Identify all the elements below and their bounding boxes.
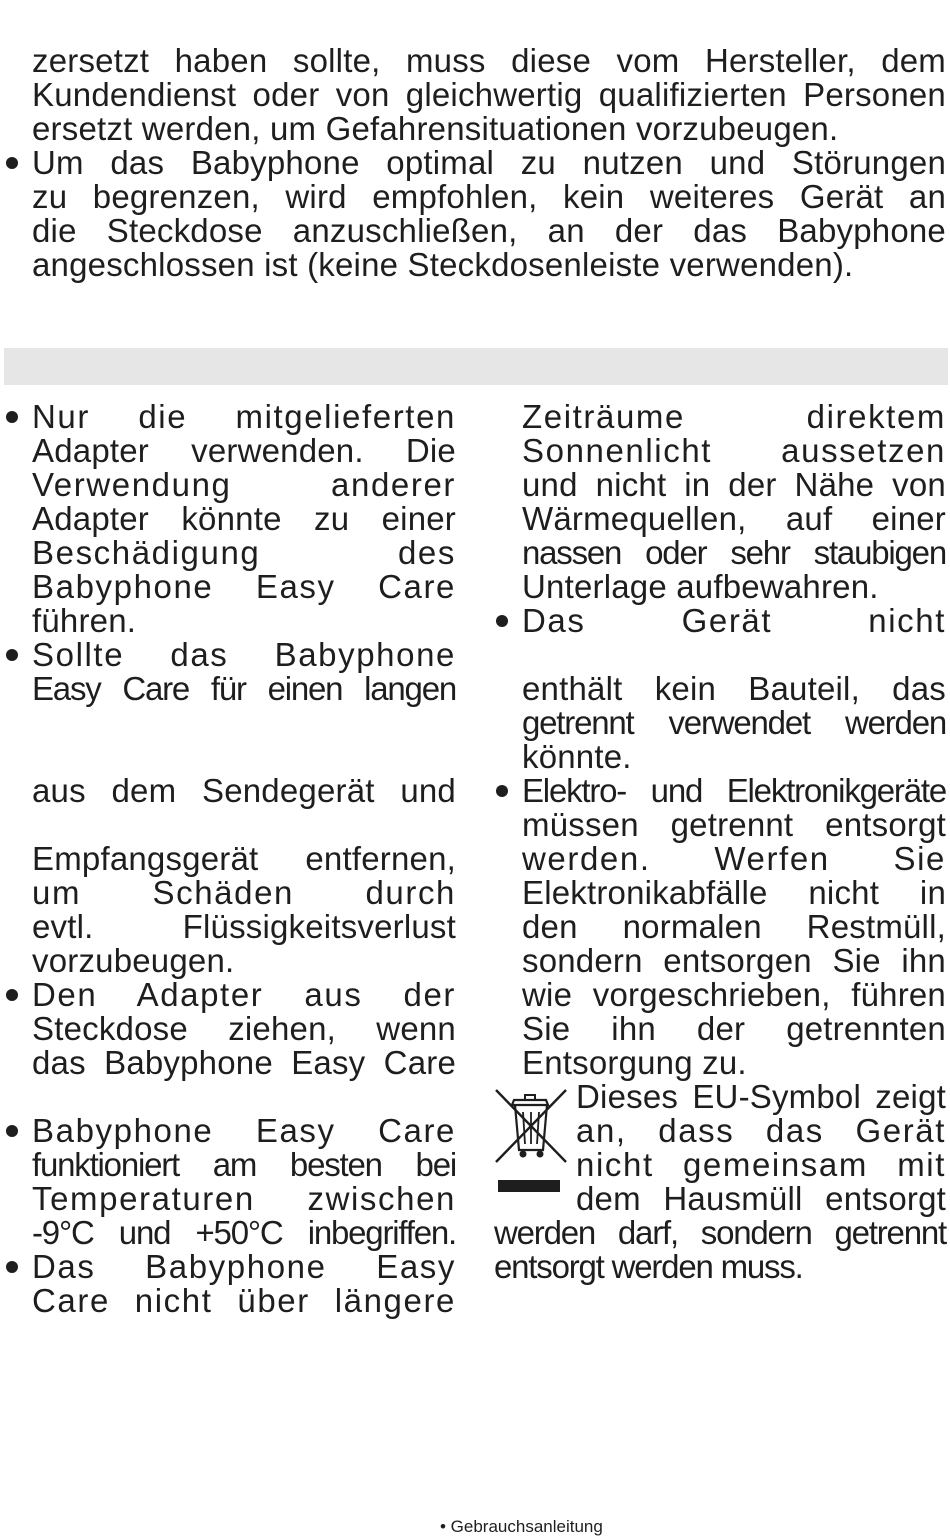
bullet-dot: [6, 989, 18, 1001]
right-item-line: Elektro- und Elektronikgeräte: [522, 772, 946, 809]
left-item-line: Adapter verwenden. Die: [32, 432, 456, 469]
right-item-line: enthält kein Bauteil, das: [522, 670, 946, 707]
left-item-line: Nur die mitgelieferten: [32, 398, 456, 435]
left-item-line: Sollte das Babyphone: [32, 636, 456, 673]
left-item-line: aus dem Sendegerät und: [32, 772, 456, 809]
right-continuation-line: Zeiträume direktem: [522, 398, 946, 435]
left-item-line: Temperaturen zwischen: [32, 1180, 456, 1217]
left-item-line: Babyphone Easy Care: [32, 1112, 456, 1149]
right-continuation-line: nassen oder sehr staubigen: [522, 534, 946, 571]
weee-text-line: werden darf, sondern getrennt: [494, 1214, 946, 1251]
bullet-dot: [6, 1125, 18, 1137]
weee-text-line: nicht gemeinsam mit: [576, 1146, 946, 1183]
left-item-line: Verwendung anderer: [32, 466, 456, 503]
intro-bullet-line: Um das Babyphone optimal zu nutzen und Störungen: [32, 144, 946, 181]
bullet-dot: [6, 649, 18, 661]
section-divider-bar: [4, 348, 948, 385]
right-item-line: Elektronikabfälle nicht in: [522, 874, 946, 911]
left-item-line: Care nicht über längere: [32, 1282, 456, 1319]
left-item-line: Easy Care für einen langen: [32, 670, 456, 707]
right-item-line: Das Gerät nicht: [522, 602, 946, 639]
intro-bullet-line: die Steckdose anzuschließen, an der das Babyphone: [32, 212, 946, 249]
right-continuation-line: Wärmequellen, auf einer: [522, 500, 946, 537]
bullet-dot: [496, 785, 508, 797]
left-item-line: um Schäden durch: [32, 874, 456, 911]
right-item-line: getrennt verwendet werden: [522, 704, 946, 741]
left-item-line: Adapter könnte zu einer: [32, 500, 456, 537]
bullet-dot: [496, 615, 508, 627]
left-item-line: das Babyphone Easy Care: [32, 1044, 456, 1081]
right-item-line: Sie ihn der getrennten: [522, 1010, 946, 1047]
left-item-line: funktioniert am besten bei: [32, 1146, 456, 1183]
weee-text-line: dem Hausmüll entsorgt: [576, 1180, 946, 1217]
intro-line: ersetzt werden, um Gefahrensituationen vorzubeugen.: [32, 110, 839, 147]
weee-text-line: an, dass das Gerät: [576, 1112, 946, 1149]
intro-line: Kundendienst oder von gleichwertig qualifizierten Personen: [32, 76, 946, 113]
bullet-dot: [6, 411, 18, 423]
left-item-line: führen.: [32, 602, 137, 639]
left-item-line: Das Babyphone Easy: [32, 1248, 456, 1285]
intro-line: zersetzt haben sollte, muss diese vom Hersteller, dem: [32, 42, 946, 79]
left-item-line: Babyphone Easy Care: [32, 568, 456, 605]
right-item-line: sondern entsorgen Sie ihn: [522, 942, 946, 979]
right-item-line: müssen getrennt entsorgt: [522, 806, 946, 843]
right-item-line: wie vorgeschrieben, führen: [522, 976, 946, 1013]
left-item-line: Steckdose ziehen, wenn: [32, 1010, 456, 1047]
right-item-line: den normalen Restmüll,: [522, 908, 946, 945]
left-item-line: Beschädigung des: [32, 534, 456, 571]
right-continuation-line: Sonnenlicht aussetzen: [522, 432, 946, 469]
right-item-line: werden. Werfen Sie: [522, 840, 946, 877]
right-item-line: Entsorgung zu.: [522, 1044, 747, 1081]
left-item-line: Den Adapter aus der: [32, 976, 456, 1013]
weee-text-line: Dieses EU-Symbol zeigt: [576, 1078, 946, 1115]
left-item-line: -9°C und +50°C inbegriffen.: [32, 1214, 456, 1251]
weee-text-line: entsorgt werden muss.: [494, 1248, 803, 1285]
intro-bullet-line: zu begrenzen, wird empfohlen, kein weiteres Gerät an: [32, 178, 946, 215]
footer-label: • Gebrauchsanleitung: [440, 1517, 603, 1536]
right-continuation-line: Unterlage aufbewahren.: [522, 568, 879, 605]
left-item-line: vorzubeugen.: [32, 942, 235, 979]
left-item-line: Empfangsgerät entfernen,: [32, 840, 456, 877]
bullet-dot: [6, 157, 18, 169]
right-item-line: könnte.: [522, 738, 632, 775]
crossed-out-wheelie-bin-icon: [492, 1086, 570, 1202]
right-continuation-line: und nicht in der Nähe von: [522, 466, 946, 503]
intro-bullet-line: angeschlossen ist (keine Steckdosenleiste verwenden).: [32, 246, 854, 283]
bullet-dot: [6, 1261, 18, 1273]
left-item-line: evtl. Flüssigkeitsverlust: [32, 908, 456, 945]
